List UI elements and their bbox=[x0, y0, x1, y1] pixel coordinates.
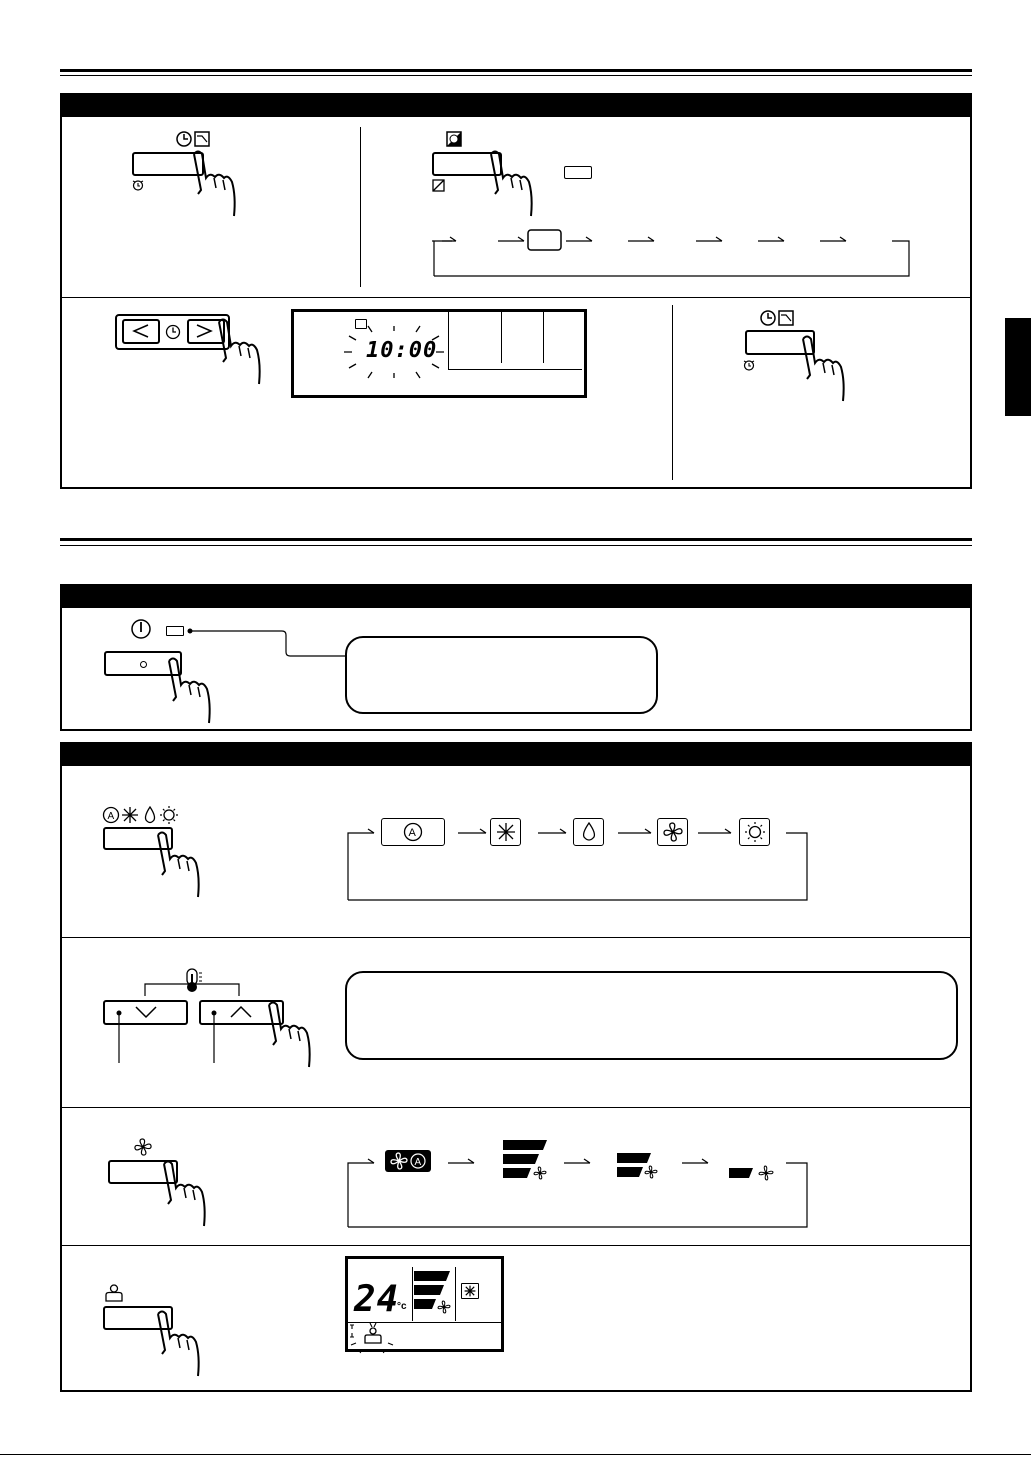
pressing-hand-icon bbox=[485, 150, 537, 218]
page-footer-rule bbox=[0, 1454, 1031, 1455]
lcd-divider-1 bbox=[448, 312, 449, 369]
temperature-lcd-display bbox=[345, 1256, 504, 1352]
fan-auto-badge bbox=[385, 1150, 431, 1172]
fan-medium-bars bbox=[617, 1150, 665, 1180]
svg-text:A: A bbox=[414, 1157, 422, 1168]
pressing-hand-icon bbox=[797, 335, 849, 403]
lcd-hline bbox=[448, 369, 582, 370]
svg-text:A: A bbox=[408, 827, 416, 839]
operation-panel-header-bar bbox=[62, 744, 970, 766]
mode-fan-box bbox=[657, 818, 688, 846]
mode-auto-box bbox=[381, 818, 445, 846]
mode-dry-box bbox=[573, 818, 604, 846]
snowflake-icon bbox=[496, 822, 516, 842]
thermometer-bracket bbox=[143, 968, 241, 998]
op-divider-2 bbox=[62, 1107, 970, 1108]
clock-panel-header-bar bbox=[62, 95, 970, 117]
fan-icon bbox=[134, 1138, 152, 1156]
temperature-unit: °c bbox=[397, 1301, 407, 1312]
power-indicator-lamp bbox=[166, 626, 184, 636]
row2-divider bbox=[672, 305, 673, 480]
fan-low-bars bbox=[729, 1164, 777, 1182]
power-note-bubble bbox=[345, 636, 658, 714]
power-button-dot bbox=[140, 661, 147, 668]
chevron-up-icon bbox=[229, 1005, 253, 1019]
op-divider-1 bbox=[62, 937, 970, 938]
lcd-divider-2 bbox=[501, 312, 502, 363]
mode-cool-box bbox=[490, 818, 521, 846]
pressing-hand-icon bbox=[158, 1160, 210, 1228]
temperature-note-bubble bbox=[345, 971, 958, 1060]
contrast-cycle-diagram bbox=[432, 226, 912, 278]
lcd-cool-indicator bbox=[461, 1283, 479, 1299]
clock-icon bbox=[165, 324, 181, 340]
lcd-divider-b bbox=[455, 1267, 456, 1321]
section-2-rule-top bbox=[60, 538, 972, 541]
pressing-hand-icon bbox=[188, 150, 240, 218]
clock-time-readout: 10:00 bbox=[366, 338, 438, 363]
power-panel-header-bar bbox=[62, 586, 970, 608]
op-divider-3 bbox=[62, 1245, 970, 1246]
pressing-hand-icon bbox=[213, 318, 265, 386]
water-drop-icon bbox=[581, 822, 597, 842]
fan-auto-icon bbox=[390, 1152, 428, 1170]
mode-icons bbox=[102, 805, 178, 825]
power-icon bbox=[130, 618, 152, 640]
contrast-icon bbox=[446, 131, 464, 149]
temp-button-leaders bbox=[116, 1010, 226, 1065]
fan-icon bbox=[663, 822, 683, 842]
lcd-divider-a bbox=[412, 1267, 413, 1321]
section-1-rule-top bbox=[60, 69, 972, 72]
pressing-hand-icon bbox=[163, 657, 215, 725]
person-icon bbox=[104, 1284, 124, 1302]
pressing-hand-icon bbox=[263, 1001, 315, 1069]
blinking-person-icon bbox=[348, 1323, 396, 1353]
mode-heat-box bbox=[739, 818, 770, 846]
clock-lcd-display bbox=[291, 309, 587, 398]
pressing-hand-icon bbox=[152, 831, 204, 899]
indicator-box bbox=[564, 166, 592, 179]
chevron-left-icon bbox=[130, 323, 150, 339]
lcd-divider-3 bbox=[543, 312, 544, 363]
clock-program-icon bbox=[760, 309, 800, 329]
section-1-rule-bottom bbox=[60, 75, 972, 76]
snowflake-icon bbox=[464, 1285, 476, 1297]
auto-mode-icon bbox=[402, 821, 424, 843]
sun-icon bbox=[744, 821, 766, 843]
half-contrast-icon bbox=[432, 179, 446, 193]
chevron-right-icon bbox=[195, 323, 215, 339]
alarm-clock-icon bbox=[742, 359, 756, 371]
svg-text:A: A bbox=[107, 811, 115, 822]
fan-high-bars bbox=[414, 1269, 454, 1319]
alarm-clock-icon bbox=[131, 179, 145, 191]
blink-rays-icon bbox=[344, 326, 444, 378]
row1-divider bbox=[360, 127, 361, 287]
clock-program-icon bbox=[176, 130, 216, 150]
pressing-hand-icon bbox=[152, 1310, 204, 1378]
temperature-readout: 24 bbox=[354, 1279, 400, 1320]
chapter-tab bbox=[1005, 318, 1031, 416]
clock-panel-row-divider bbox=[62, 297, 970, 298]
section-2-rule-bottom bbox=[60, 545, 972, 546]
fan-high-bars bbox=[503, 1136, 551, 1180]
